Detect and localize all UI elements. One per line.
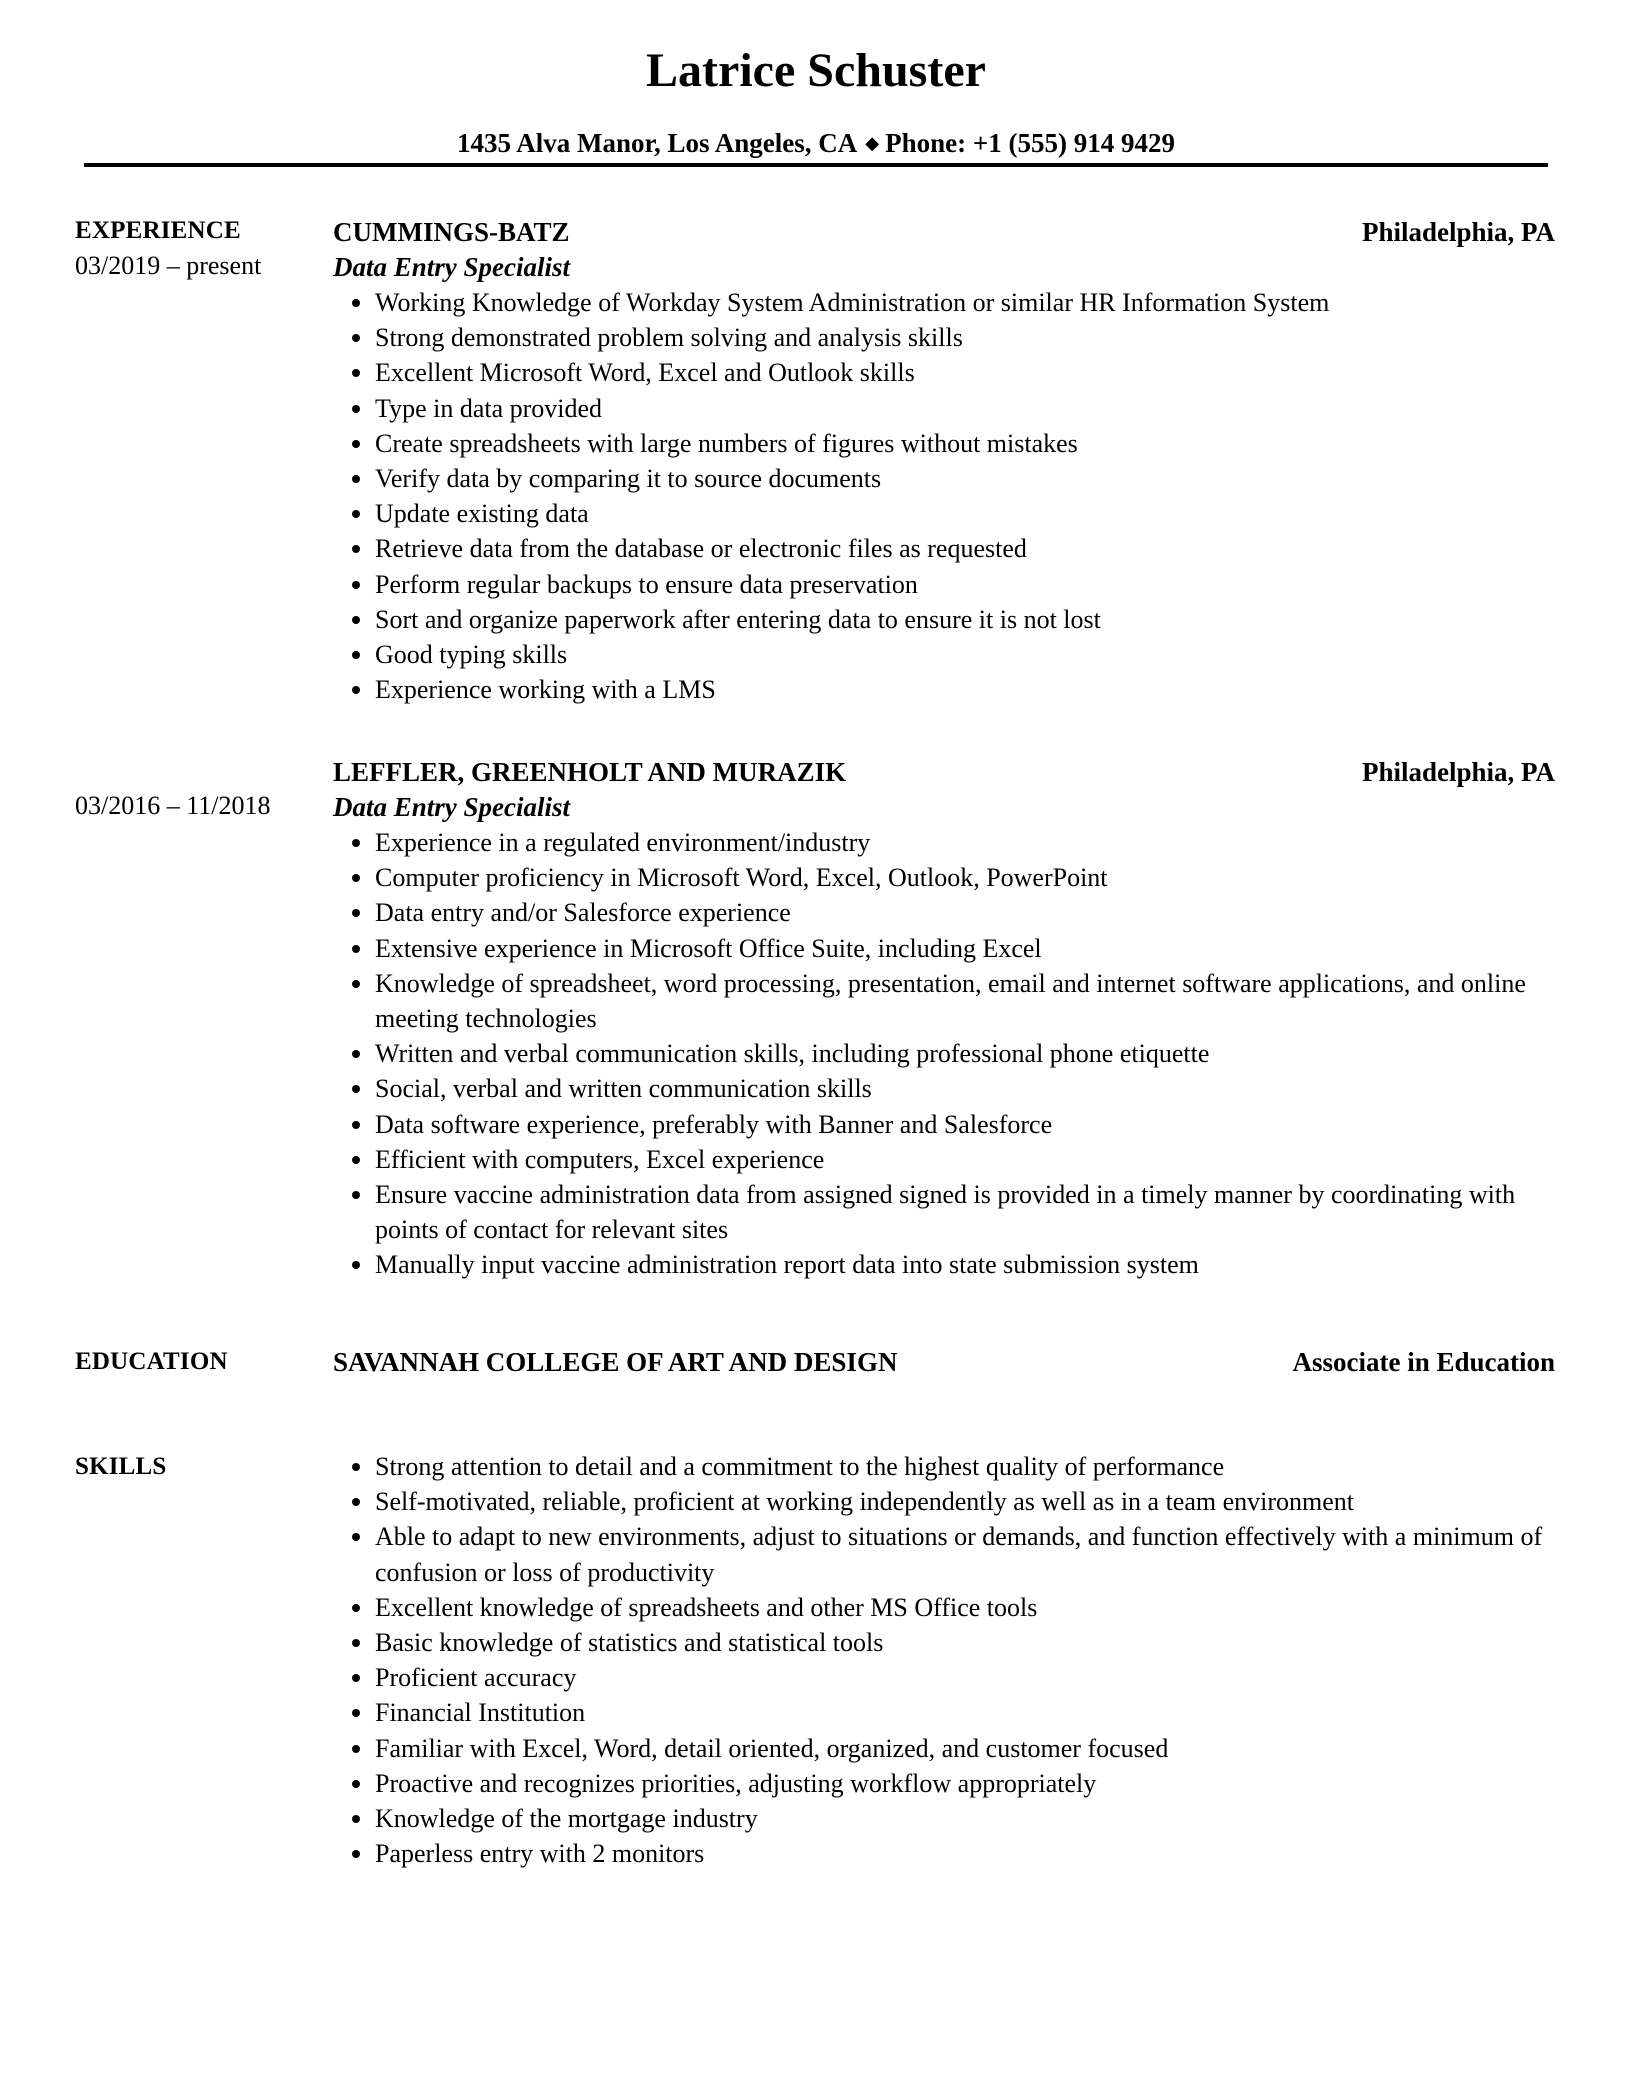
skill-bullet-text: Excellent knowledge of spreadsheets and other MS Office tools [375, 1592, 1038, 1622]
bullet-dot-icon [352, 1815, 360, 1823]
job-2-bullet [333, 860, 1555, 895]
bullet-dot-icon [352, 1850, 360, 1858]
bullet-dot-icon [352, 616, 360, 624]
skill-bullet [333, 1731, 1555, 1766]
job-1-bullet-text: Perform regular backups to ensure data preservation [375, 569, 918, 599]
job-2-bullet [333, 1247, 1555, 1282]
bullet-dot-icon [352, 545, 360, 553]
job-2-bullet-text: Extensive experience in Microsoft Office Suite, including Excel [375, 933, 1042, 963]
school-name: SAVANNAH COLLEGE OF ART AND DESIGN [333, 1347, 898, 1377]
job-2-bullet [333, 895, 1555, 930]
job-1-title: Data Entry Specialist [333, 252, 571, 282]
job-2-bullet [333, 1036, 1555, 1071]
skills-section-label: SKILLS [75, 1453, 167, 1480]
address-text: 1435 Alva Manor, Los Angeles, CA [457, 128, 858, 158]
bullet-dot-icon [352, 334, 360, 342]
skill-bullet-text: Able to adapt to new environments, adjust to situations or demands, and function effectively with a minimum of confusion or loss of productivity [375, 1522, 1543, 1587]
job-1-bullet-text: Create spreadsheets with large numbers of figures without mistakes [375, 428, 1078, 458]
bullet-dot-icon [352, 1121, 360, 1129]
job-1-bullet [333, 602, 1555, 637]
job-1-bullet [333, 426, 1555, 461]
job-1-bullet [333, 320, 1555, 355]
bullet-dot-icon [352, 581, 360, 589]
bullet-dot-icon [352, 1463, 360, 1471]
job-1-bullet-text: Good typing skills [375, 640, 568, 670]
job-1-bullet [333, 531, 1555, 566]
job-1-location: Philadelphia, PA [1361, 217, 1555, 247]
bullet-dot-icon [352, 405, 360, 413]
job-2-location: Philadelphia, PA [1361, 757, 1555, 787]
job-2-bullet-text: Ensure vaccine administration data from assigned signed is provided in a timely manner by coordinating with points of contact for relevant sites [375, 1180, 1516, 1245]
skill-bullet [333, 1660, 1555, 1695]
job-1-bullet [333, 672, 1555, 707]
bullet-dot-icon [352, 686, 360, 694]
bullet-dot-icon [352, 909, 360, 917]
job-2-bullet-text: Data entry and/or Salesforce experience [375, 898, 791, 928]
job-1-bullet [333, 391, 1555, 426]
bullet-dot-icon [352, 1674, 360, 1682]
bullet-dot-icon [352, 1709, 360, 1717]
bullet-dot-icon [352, 945, 360, 953]
job-2-bullet [333, 1107, 1555, 1142]
bullet-dot-icon [352, 1085, 360, 1093]
skill-bullet-text: Proactive and recognizes priorities, adjusting workflow appropriately [375, 1768, 1097, 1798]
skill-bullet-text: Basic knowledge of statistics and statistical tools [375, 1628, 884, 1658]
education-section-label: EDUCATION [75, 1348, 228, 1375]
job-1-dates: 03/2019 – present [75, 251, 262, 280]
bullet-dot-icon [352, 440, 360, 448]
diamond-separator-icon: ◆ [865, 133, 880, 153]
skill-bullet [333, 1484, 1555, 1519]
skill-bullet [333, 1449, 1555, 1484]
skills-entry [333, 1449, 1555, 1871]
bullet-dot-icon [352, 874, 360, 882]
bullet-dot-icon [352, 1780, 360, 1788]
skill-bullet [333, 1695, 1555, 1730]
job-1-bullet-text: Excellent Microsoft Word, Excel and Outlook skills [375, 358, 915, 388]
job-2-bullet [333, 825, 1555, 860]
job-1-bullet-text: Experience working with a LMS [375, 675, 716, 705]
degree-name: Associate in Education [1292, 1347, 1555, 1377]
bullet-dot-icon [352, 1498, 360, 1506]
job-1-bullet [333, 461, 1555, 496]
job-1-bullet [333, 637, 1555, 672]
job-1-bullet-text: Update existing data [375, 499, 589, 529]
job-2-bullet-text: Social, verbal and written communication skills [375, 1074, 872, 1104]
bullet-dot-icon [352, 1745, 360, 1753]
job-2-bullet [333, 931, 1555, 966]
job-1-bullet [333, 567, 1555, 602]
bullet-dot-icon [352, 475, 360, 483]
job-1-bullet-text: Strong demonstrated problem solving and analysis skills [375, 323, 963, 353]
skill-bullet-text: Financial Institution [375, 1698, 586, 1728]
skill-bullet [333, 1590, 1555, 1625]
job-2-company: LEFFLER, GREENHOLT AND MURAZIK [333, 757, 847, 787]
job-1-bullet-text: Working Knowledge of Workday System Administration or similar HR Information System [375, 288, 1330, 317]
job-1-bullet-text: Sort and organize paperwork after entering data to ensure it is not lost [375, 604, 1101, 634]
phone-text: Phone: +1 (555) 914 9429 [885, 128, 1175, 158]
skill-bullet [333, 1625, 1555, 1660]
job-2-bullet-list [333, 825, 1555, 1283]
bullet-dot-icon [352, 651, 360, 659]
job-1-bullet-text: Verify data by comparing it to source documents [375, 464, 882, 494]
bullet-dot-icon [352, 980, 360, 988]
job-2 [333, 754, 1555, 1283]
contact-line [0, 124, 1632, 162]
job-2-dates: 03/2016 – 11/2018 [75, 791, 271, 820]
job-1-bullet-text: Retrieve data from the database or electronic files as requested [375, 534, 1027, 564]
bullet-dot-icon [352, 299, 360, 307]
job-2-bullet-text: Computer proficiency in Microsoft Word, Excel, Outlook, PowerPoint [375, 863, 1108, 893]
job-1-bullet [333, 355, 1555, 390]
skill-bullet [333, 1836, 1555, 1871]
job-2-title: Data Entry Specialist [333, 792, 571, 822]
job-2-bullet [333, 1177, 1555, 1247]
job-2-bullet-text: Knowledge of spreadsheet, word processing, presentation, email and internet software applications, and online meeting technologies [375, 968, 1526, 1034]
skill-bullet-text: Proficient accuracy [375, 1663, 577, 1693]
bullet-dot-icon [352, 1261, 360, 1269]
job-2-bullet [333, 1071, 1555, 1106]
skill-bullet [333, 1766, 1555, 1801]
skill-bullet [333, 1519, 1555, 1589]
bullet-dot-icon [352, 1604, 360, 1612]
job-2-bullet [333, 966, 1555, 1036]
job-1-bullet [333, 285, 1555, 320]
skill-bullet-text: Self-motivated, reliable, proficient at working independently as well as in a team environment [375, 1487, 1355, 1517]
skill-bullet [333, 1801, 1555, 1836]
education-entry [333, 1344, 1555, 1380]
job-2-bullet-text: Experience in a regulated environment/industry [375, 828, 871, 857]
job-1-bullet-text: Type in data provided [375, 393, 603, 423]
skill-bullet-text: Paperless entry with 2 monitors [375, 1839, 705, 1869]
job-2-bullet-text: Data software experience, preferably with Banner and Salesforce [375, 1109, 1053, 1139]
bullet-dot-icon [352, 1639, 360, 1647]
job-1-company: CUMMINGS-BATZ [333, 217, 570, 247]
job-2-bullet [333, 1142, 1555, 1177]
job-2-bullet-text: Written and verbal communication skills, including professional phone etiquette [375, 1039, 1210, 1069]
bullet-dot-icon [352, 510, 360, 518]
skill-bullet-text: Strong attention to detail and a commitment to the highest quality of performance [375, 1452, 1225, 1481]
header-divider [84, 163, 1548, 167]
candidate-name: Latrice Schuster [646, 44, 986, 97]
job-2-bullet-text: Manually input vaccine administration report data into state submission system [375, 1250, 1199, 1280]
bullet-dot-icon [352, 369, 360, 377]
bullet-dot-icon [352, 1050, 360, 1058]
experience-section-label: EXPERIENCE [75, 217, 241, 244]
skill-bullet-text: Knowledge of the mortgage industry [375, 1804, 758, 1834]
bullet-dot-icon [352, 1533, 360, 1541]
bullet-dot-icon [352, 1191, 360, 1199]
job-2-bullet-text: Efficient with computers, Excel experience [375, 1144, 825, 1174]
bullet-dot-icon [352, 839, 360, 847]
skill-bullet-text: Familiar with Excel, Word, detail oriented, organized, and customer focused [375, 1733, 1169, 1763]
bullet-dot-icon [352, 1156, 360, 1164]
job-1-bullet-list [333, 285, 1555, 707]
skills-bullet-list [333, 1449, 1555, 1871]
job-1 [333, 214, 1555, 707]
job-1-bullet [333, 496, 1555, 531]
